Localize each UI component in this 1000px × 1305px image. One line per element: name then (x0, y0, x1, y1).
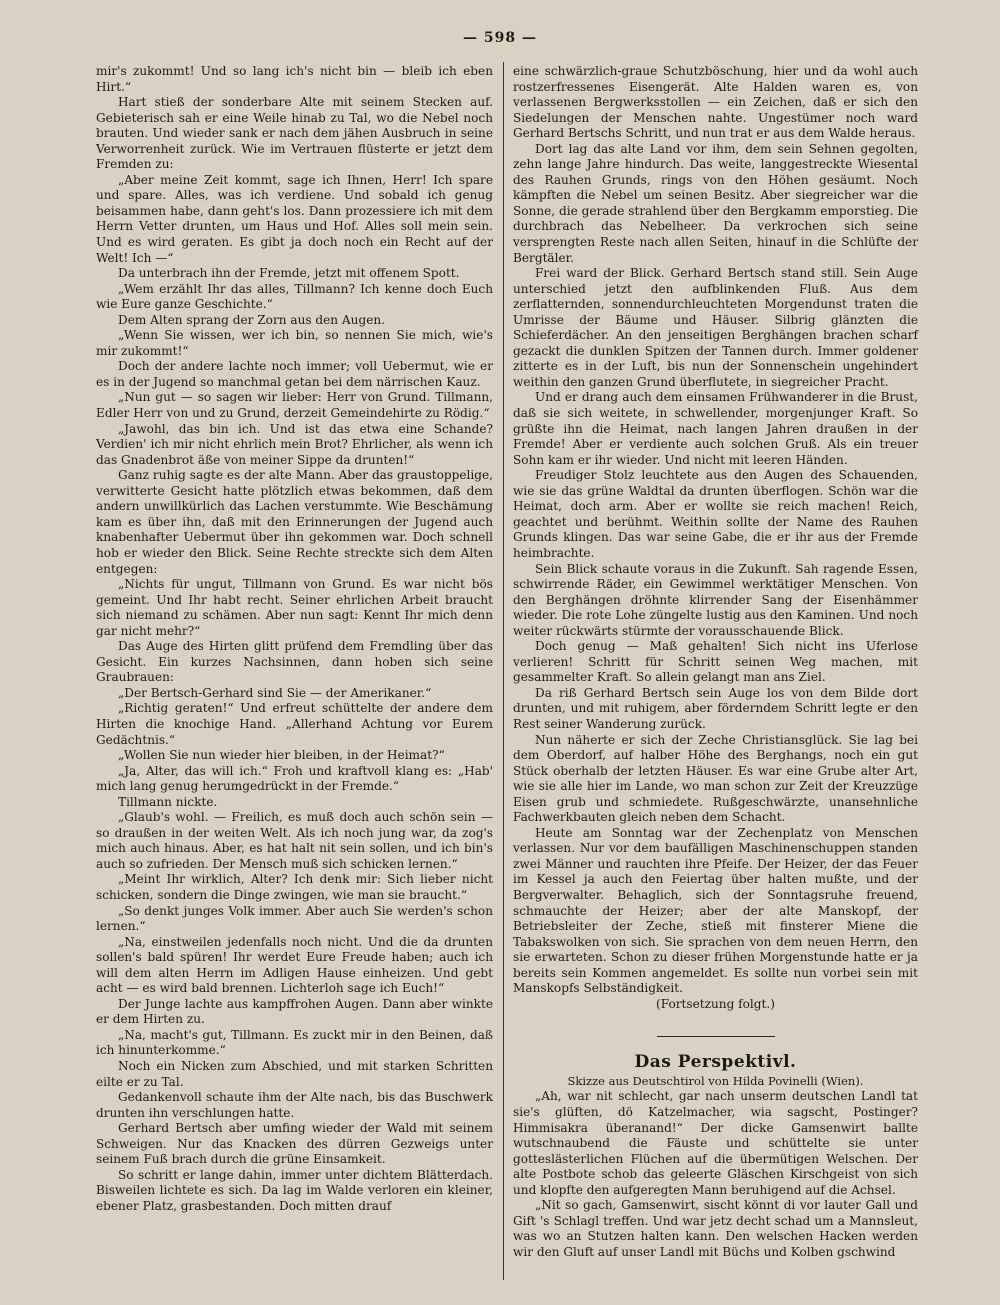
paragraph: eine schwärzlich-graue Schutzböschung, hier und da wohl auch rostzerfressenes Eisengerät. Alte Halden waren es, von verlassenen Bergwerksstollen — ein Zeichen, daß er sich den Siedelungen der Menschen nahte. Ungestümer noch ward Gerhard Bertschs Schritt, und nun trat er aus dem Walde heraus. (513, 64, 918, 141)
paragraph: Freudiger Stolz leuchtete aus den Augen des Schauenden, wie sie das grüne Waldtal da drunten überflogen. Schön war die Heimat, doch arm. Aber er wollte sie reich machen! Reich, geachtet und berühmt. Weithin sollte der Name des Rauhen Grunds klingen. Das war seine Gabe, die er ihr aus der Fremde heimbrachte. (513, 468, 918, 560)
paragraph: So schritt er lange dahin, immer unter dichtem Blätterdach. Bisweilen lichtete es sich. Da lag im Walde verloren ein kleiner, ebener Platz, grasbestanden. Doch mitten drauf (96, 1167, 493, 1213)
paragraph: „Glaub's wohl. — Freilich, es muß doch auch schön sein — so draußen in der weiten Welt. Als ich noch jung war, da zog's mich auch hinaus. Aber, es hat halt nit sein sollen, und ich bin's auch so zufrieden. Der Mensch muß sich schicken lernen.“ (96, 810, 493, 871)
page-number: — 598 — (463, 30, 537, 46)
paragraph: „Richtig geraten!“ Und erfreut schüttelte der andere dem Hirten die knochige Hand. „Allerhand Achtung vor Eurem Gedächtnis.“ (96, 701, 493, 747)
story-title: Das Perspektivl. (634, 1052, 797, 1073)
continuation-note: (Fortsetzung folgt.) (656, 996, 775, 1011)
paragraph: Doch genug — Maß gehalten! Sich nicht ins Uferlose verlieren! Schritt für Schritt seinen Weg machen, mit gesammelter Kraft. So allein gelangt man ans Ziel. (513, 639, 918, 685)
paragraph: Dem Alten sprang der Zorn aus den Augen. (118, 312, 385, 327)
paragraph: „Der Bertsch-Gerhard sind Sie — der Amerikaner.“ (118, 685, 432, 700)
paragraph: Hart stieß der sonderbare Alte mit seinem Stecken auf. Gebieterisch sah er eine Weile hinab zu Tal, wo die Nebel noch brauten. Und wieder sank er nach dem jähen Ausbruch in seine Verworrenheit zurück. Wie im Vertrauen flüsterte er jetzt dem Fremden zu: (96, 95, 493, 172)
paragraph: Ganz ruhig sagte es der alte Mann. Aber das graustoppelige, verwitterte Gesicht hatte plötzlich etwas bekommen, daß dem andern unwillkürlich das Lachen verstummte. Wie Beschämung kam es über ihn, daß mit den Erinnerungen der Jugend auch knabenhafter Uebermut über ihn gekommen war. Doch schnell hob er wieder den Blick. Seine Rechte streckte sich dem Alten entgegen: (96, 468, 493, 576)
section-separator (657, 1036, 775, 1037)
paragraph: „Ah, war nit schlecht, gar nach unserm deutschen Landl tat sie's glüften, dö Katzelmacher, wia sagscht, Postinger? Himmisakra überanand!“ Der dicke Gamsenwirt ballte wutschnaubend die Fäuste und schüttelte sie unter gotteslästerlichen Flüchen auf die übermütigen Welschen. Der alte Postbote schob das geleerte Gläschen Kirschgeist von sich und klopfte den aufgeregten Mann beruhigend auf die Achsel. (513, 1089, 918, 1197)
paragraph: „Ja, Alter, das will ich.“ Froh und kraftvoll klang es: „Hab' mich lang genug herumgedrückt in der Fremde.“ (96, 763, 493, 794)
paragraph: Frei ward der Blick. Gerhard Bertsch stand still. Sein Auge unterschied jetzt den aufblinkenden Fluß. Aus dem zerflatternden, sonnendurchleuchteten Morgendunst traten die Umrisse der Bäume und Häuser. Silbrig glänzten die Schieferdächer. An den jenseitigen Berghängen brachen scharf gezackt die dunklen Spitzen der Tannen durch. Immer goldener zitterte es in der Luft, bis nun der Sonnenschein ungehindert weithin den ganzen Grund überflutete, in siegreicher Pracht. (513, 266, 918, 389)
paragraph: Da unterbrach ihn der Fremde, jetzt mit offenem Spott. (118, 266, 460, 281)
right-column (513, 64, 918, 1260)
left-column (96, 64, 493, 1214)
paragraph: Heute am Sonntag war der Zechenplatz von Menschen verlassen. Nur vor dem baufälligen Maschinenschuppen standen zwei Männer und rauchten ihre Pfeife. Der Heizer, der das Feuer im Kessel ja auch den Feiertag über halten mußte, und der Bergverwalter. Behaglich, sich der Sonntagsruhe freuend, schmauchte der Heizer; aber der alte Manskopf, der Betriebsleiter der Zeche, stieß mit finsterer Miene die Tabakswolken von sich. Sie sprachen von dem neuen Herrn, den sie erwarteten. Schon zu dieser frühen Morgenstunde hatte er ja bereits sein Kommen angemeldet. Es sollte nun vorbei sein mit Manskopfs Selbständigkeit. (513, 825, 918, 996)
paragraph: Tillmann nickte. (118, 794, 218, 809)
column-divider (503, 62, 504, 1280)
paragraph: Der Junge lachte aus kampffrohen Augen. Dann aber winkte er dem Hirten zu. (96, 996, 493, 1027)
paragraph: Nun näherte er sich der Zeche Christiansglück. Sie lag bei dem Oberdorf, auf halber Höhe des Berghangs, noch ein gut Stück oberhalb der letzten Häuser. Es war eine Grube alter Art, wie sie alle hier im Lande, wo man schon zur Zeit der Kreuzzüge Eisen grub und schmiedete. Rußgeschwärzte, unansehnliche Fachwerkbauten gleich neben dem Schacht. (513, 732, 918, 825)
paragraph: „So denkt junges Volk immer. Aber auch Sie werden's schon lernen.“ (96, 903, 493, 934)
paragraph: „Wollen Sie nun wieder hier bleiben, in der Heimat?“ (118, 748, 445, 763)
paragraph: Und er drang auch dem einsamen Frühwanderer in die Brust, daß sie sich weitete, in schwellender, morgenjunger Kraft. So grüßte ihn die Heimat, nach langen Jahren draußen in der Fremde! Aber er verdiente auch solchen Gruß. Als ein treuer Sohn kam er ihr wieder. Und nicht mit leeren Händen. (513, 390, 918, 467)
paragraph: „Wenn Sie wissen, wer ich bin, so nennen Sie mich, wie's mir zukommt!“ (96, 328, 493, 358)
paragraph: Dort lag das alte Land vor ihm, dem sein Sehnen gegolten, zehn lange Jahre hindurch. Das weite, langgestreckte Wiesental des Rauhen Grunds, rings von den Höhen gesäumt. Noch kämpften die Nebel um seinen Besitz. Aber siegreicher war die Sonne, die gerade strahlend über den Bergkamm emporstieg. Die durchbrach das Nebelheer. Da verkrochen sich seine versprengten Reste nach allen Seiten, hinauf in die Schlüfte der Bergtäler. (513, 141, 918, 265)
story-byline: Skizze aus Deutschtirol von Hilda Povinelli (Wien). (567, 1073, 864, 1088)
paragraph: „Aber meine Zeit kommt, sage ich Ihnen, Herr! Ich spare und spare. Alles, was ich verdiene. Und sobald ich genug beisammen habe, dann geht's los. Dann prozessiere ich mit dem Herrn Vetter drunten, um Haus und Hof. Alles soll mein sein. Und es wird geraten. Es gibt ja doch noch ein Recht auf der Welt! Ich —“ (96, 172, 493, 265)
paragraph: Noch ein Nicken zum Abschied, und mit starken Schritten eilte er zu Tal. (96, 1059, 493, 1089)
paragraph: „Wem erzählt Ihr das alles, Tillmann? Ich kenne doch Euch wie Eure ganze Geschichte.“ (96, 281, 493, 312)
paragraph: „Nun gut — so sagen wir lieber: Herr von Grund. Tillmann, Edler Herr von und zu Grund, derzeit Gemeindehirte zu Rödig.“ (96, 390, 493, 421)
serial-continuation-text (513, 64, 918, 997)
paragraph: Sein Blick schaute voraus in die Zukunft. Sah ragende Essen, schwirrende Räder, ein Gewimmel werktätiger Menschen. Von den Berghängen dröhnte klirrender Sang der Eisenhämmer wieder. Die rote Lohe züngelte lustig aus den Kaminen. Und noch weiter rückwärts stürmte der vorausschauende Blick. (513, 561, 918, 638)
story-text (513, 1089, 918, 1260)
paragraph: „Nit so gach, Gamsenwirt, sischt könnt di vor lauter Gall und Gift 's Schlagl treffen. Und war jetz decht schad um a Mannsleut, was wo an Stutzen halten kann. Den welschen Hacken werden wir den Gluft auf unser Landl mit Büchs und Kolben gschwind (513, 1198, 918, 1259)
paragraph: „Jawohl, das bin ich. Und ist das etwa eine Schande? Verdien' ich mir nicht ehrlich mein Brot? Ehrlicher, als wenn ich das Gnadenbrot äße von meiner Sippe da drunten!“ (96, 421, 493, 467)
paragraph: „Meint Ihr wirklich, Alter? Ich denk mir: Sich lieber nicht schicken, sondern die Dinge zwingen, wie man sie braucht.“ (96, 872, 493, 902)
paragraph: Gedankenvoll schaute ihm der Alte nach, bis das Buschwerk drunten ihn verschlungen hatte. (96, 1090, 493, 1120)
paragraph: „Na, einstweilen jedenfalls noch nicht. Und die da drunten sollen's bald spüren! Ihr werdet Eure Freude haben; auch ich will dem alten Herrn im Adligen Hause einheizen. Und gebt acht — es wird bald brennen. Lichterloh sage ich Euch!“ (96, 934, 493, 996)
paragraph: „Na, macht's gut, Tillmann. Es zuckt mir in den Beinen, daß ich hinunterkomme.“ (96, 1027, 493, 1058)
paragraph: Das Auge des Hirten glitt prüfend dem Fremdling über das Gesicht. Ein kurzes Nachsinnen, dann hoben sich seine Graubrauen: (96, 639, 493, 685)
paragraph: Gerhard Bertsch aber umfing wieder der Wald mit seinem Schweigen. Nur das Knacken des dürren Gezweigs unter seinem Fuß brach durch die grüne Einsamkeit. (96, 1121, 493, 1167)
paragraph: Doch der andere lachte noch immer; voll Uebermut, wie er es in der Jugend so manchmal getan bei dem närrischen Kauz. (96, 359, 493, 389)
paragraph: „Nichts für ungut, Tillmann von Grund. Es war nicht bös gemeint. Und Ihr habt recht. Seiner ehrlichen Arbeit braucht sich niemand zu schämen. Aber nun sagt: Kennt Ihr mich denn gar nicht mehr?“ (96, 577, 493, 638)
paragraph: mir's zukommt! Und so lang ich's nicht bin — bleib ich eben Hirt.“ (96, 64, 493, 94)
paragraph: Da riß Gerhard Bertsch sein Auge los von dem Bilde dort drunten, und mit ruhigem, aber förderndem Schritt legte er den Rest seiner Wanderung zurück. (513, 685, 918, 731)
